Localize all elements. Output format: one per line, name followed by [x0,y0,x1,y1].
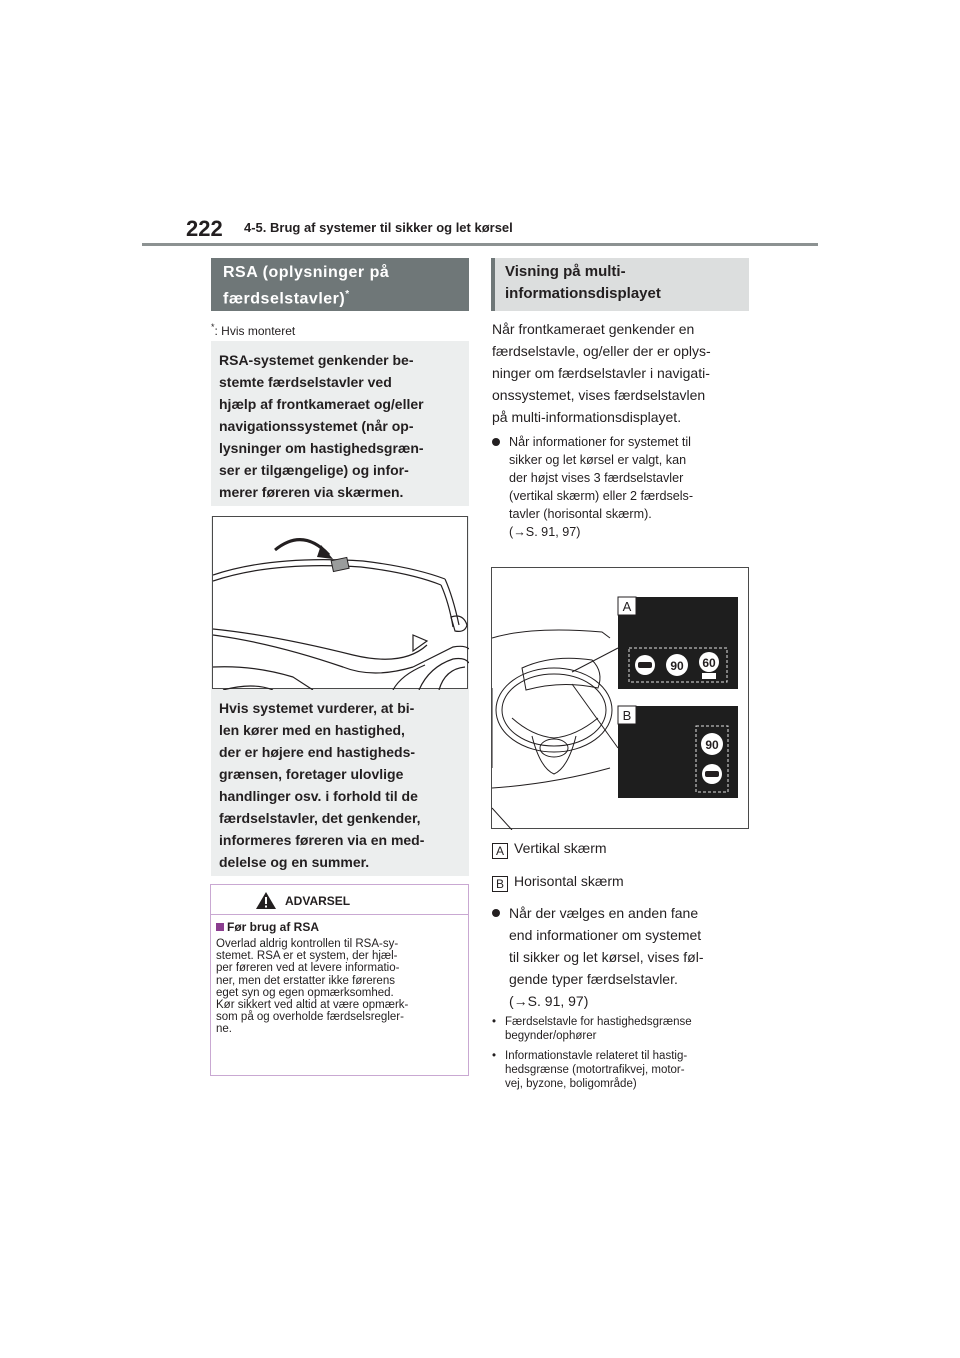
sign-type-list [492,1015,748,1097]
text-line: delelse og en summer. [219,854,370,870]
section-title-line: RSA (oplysninger på [223,264,390,281]
legend-text: Horisontal skærm [514,873,624,889]
warning-triangle-icon [255,891,277,910]
speed-sign-90: 90 [670,659,684,673]
text-line: per føreren ved at levere informatio- [216,962,400,975]
bullet-text [509,433,748,541]
chapter-title: 4-5. Brug af systemer til sikker og let kørsel [244,220,513,235]
header-divider [142,243,818,246]
warning-header [211,885,468,915]
info-box-text [219,697,464,873]
text-line: lysninger om hastighedsgræn- [219,440,424,456]
warning-box [210,884,469,1076]
page-number: 222 [186,216,223,241]
text-line: handlinger osv. i forhold til de [219,788,418,804]
text-line: færdselstavler, det genkender, [219,810,421,826]
speed-sign-90: 90 [705,738,719,752]
footnote: *: Hvis monteret [211,322,296,338]
bullet-item [492,902,748,1012]
text-line: end informationer om systemet [509,927,702,943]
text-line: informeres føreren via en med- [219,832,425,848]
text-line: merer føreren via skærmen. [219,484,404,500]
bullet-text [509,902,748,1012]
panel-a-label: A [622,599,632,614]
text-line: tavler (horisontal skærm). [509,507,652,521]
text-line: Færdselstavle for hastighedsgrænse [505,1016,692,1028]
text-line: færdselstavle, og/eller der er oplys- [492,343,711,359]
panel-b-label: B [622,708,632,723]
section-title-line: Visning på multi- [505,263,626,280]
list-item [492,1049,748,1091]
text-line: onssystemet, vises færdselstavlen [492,387,706,403]
text-line: ninger om færdselstavler i navigati- [492,365,710,381]
text-line: ser er tilgængelige) og infor- [219,462,409,478]
text-line: Informationstavle relateret til hastig- [505,1050,688,1062]
small-bullet-icon: • [492,1050,497,1062]
text-line: grænsen, foretager ulovlige [219,766,404,782]
text-line: len kører med en hastighed, [219,722,405,738]
text-line: stemte færdselstavler ved [219,374,392,390]
warning-subtitle: Før brug af RSA [216,920,319,934]
text-line: begynder/ophører [505,1030,597,1042]
warning-body [216,938,468,1036]
text-line: Når informationer for systemet til [509,435,691,449]
legend-item-a [492,840,607,859]
text-line: Når der vælges en anden fane [509,905,699,921]
bullet-dot-icon [492,909,500,917]
text-line: ner, men det erstatter ikke førerens [216,974,395,987]
text-line: Overlad aldrig kontrollen til RSA-sy- [216,938,399,950]
bullet-dot-icon [492,438,500,446]
text-line: der er højere end hastigheds- [219,744,416,760]
legend-key-a: A [492,843,508,859]
footnote-marker: * [345,289,350,300]
text-line: Når frontkameraet genkender en [492,321,695,337]
dashboard-display-illustration [491,567,749,829]
text-line: som på og overholde færdselsregler- [216,1011,404,1024]
text-line: gende typer færdselstavler. [509,971,678,987]
text-line: eget syn og egen opmærksomhed. [216,986,394,999]
text-line: sikker og let kørsel er valgt, kan [509,453,687,467]
list-item [492,1015,748,1043]
section-title-display [491,258,749,311]
text-line: (vertikal skærm) eller 2 færdsels- [509,489,694,503]
intro-box [211,341,469,506]
windshield-camera-illustration [212,516,468,689]
text-line: der højst vises 3 færdselstavler [509,471,684,485]
warning-title: ADVARSEL [285,894,351,908]
text-line: til sikker og let kørsel, vises føl- [509,949,704,965]
text-line: stemet. RSA er et system, der hjæl- [216,950,398,963]
text-line: Hvis systemet vurderer, at bi- [219,700,415,716]
text-line: Kør sikkert ved altid at være opmærk- [216,999,409,1012]
text-line: på multi-informationsdisplayet. [492,409,682,425]
text-line: navigationssystemet (når op- [219,418,414,434]
text-line: RSA-systemet genkender be- [219,352,414,368]
car-front-drawing [213,517,469,690]
text-line: hjælp af frontkameraet og/eller [219,396,424,412]
legend-text: Vertikal skærm [514,840,607,856]
section-title-line: informationsdisplayet [505,285,661,302]
text-line: vej, byzone, boligområde) [505,1078,637,1090]
section-title-line: færdselstavler)* [223,289,350,308]
intro-paragraph [492,318,752,428]
cross-reference: (→S. 91, 97) [509,993,589,1009]
dashboard-drawing [492,568,750,830]
text-line: hedsgrænse (motortrafikvej, motor- [505,1064,685,1076]
cross-reference: (→S. 91, 97) [509,525,581,539]
text-line: ne. [216,1023,232,1036]
legend-item-b [492,873,624,892]
legend-key-b: B [492,876,508,892]
bullet-item [492,433,748,541]
square-bullet-icon [216,923,224,931]
small-bullet-icon: • [492,1016,497,1028]
speed-sign-60: 60 [702,656,716,670]
section-title-rsa [211,258,469,311]
